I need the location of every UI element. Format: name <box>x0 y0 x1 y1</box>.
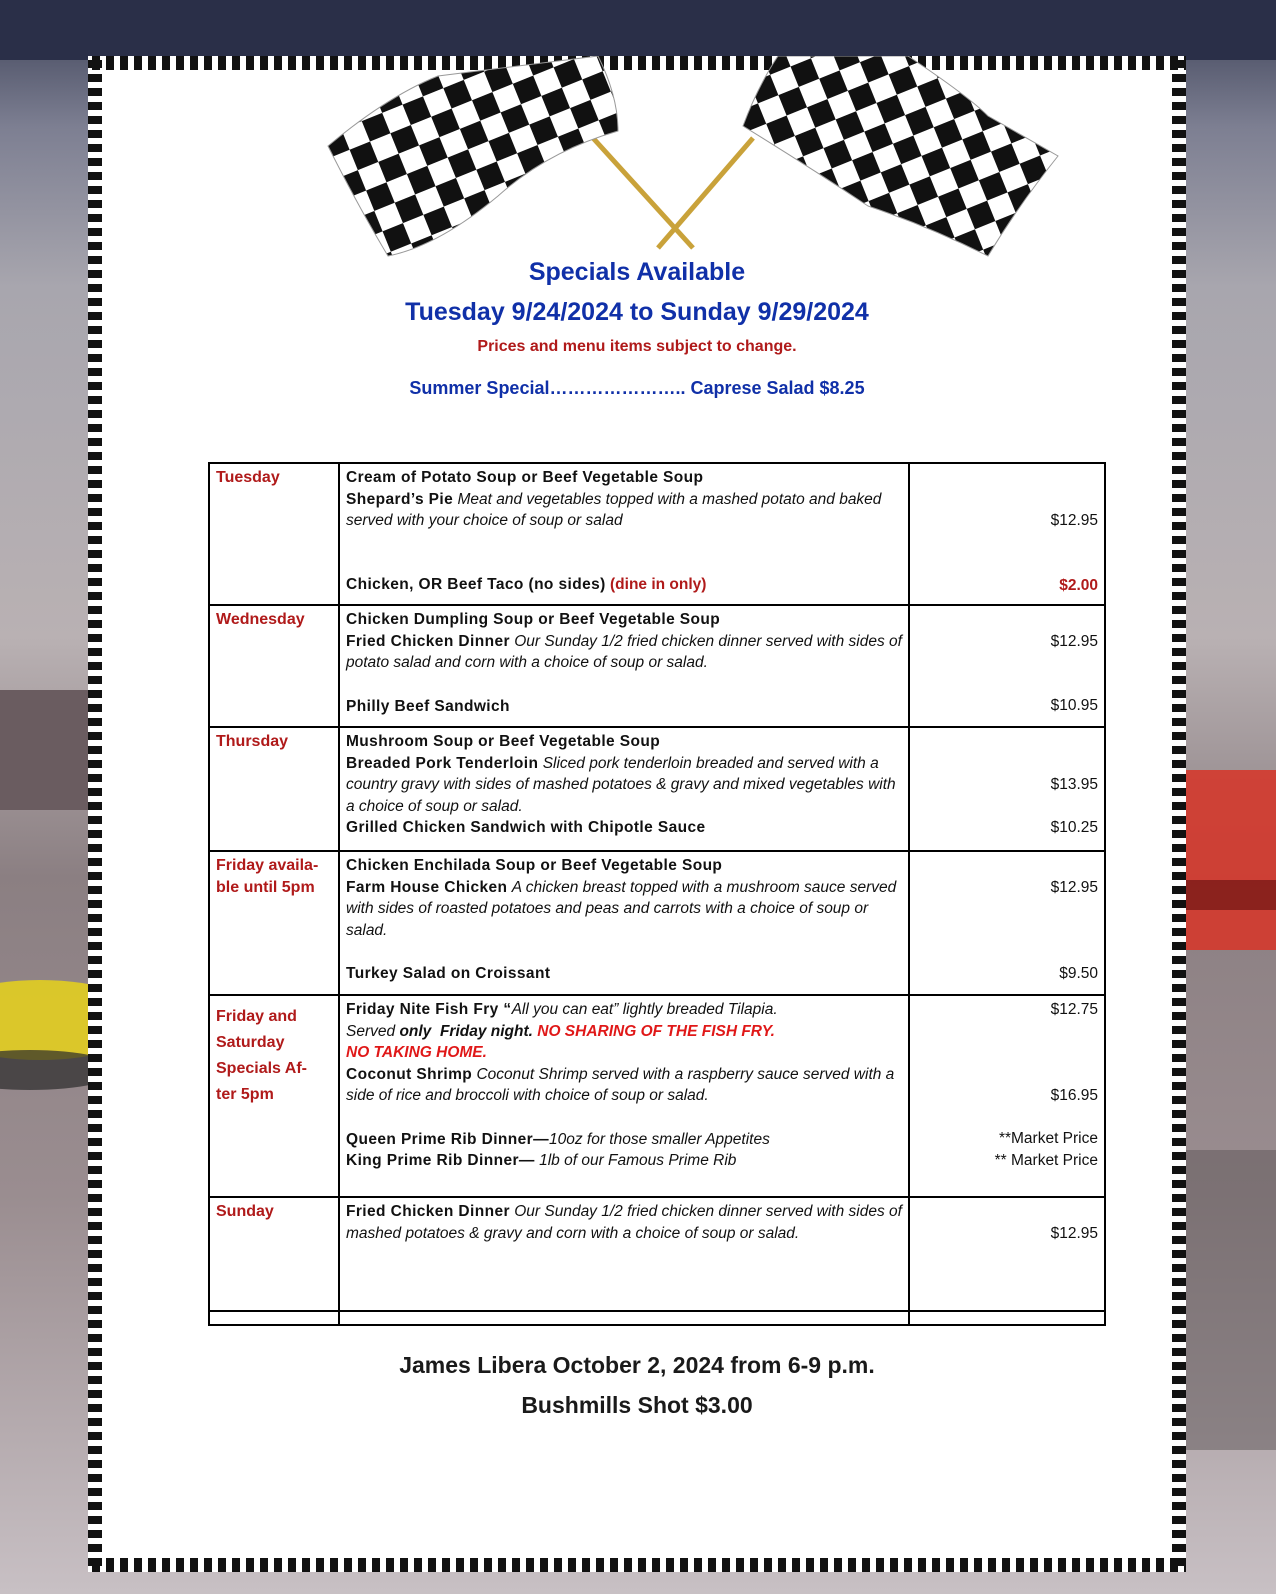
item-name: Turkey Salad on Croissant <box>346 965 551 982</box>
item-price: $10.95 <box>1050 697 1098 714</box>
day-label-line: Friday and <box>216 1008 297 1025</box>
item-price: ** Market Price <box>994 1151 1098 1169</box>
item-description: Coconut Shrimp served with a raspberry sauce served with a side of rice and broccoli with choice of soup or salad. <box>346 1065 895 1104</box>
day-label <box>209 851 339 995</box>
item-price: $10.25 <box>1050 819 1098 836</box>
day-label-line: ble until 5pm <box>216 878 315 896</box>
item-name: Coconut Shrimp <box>346 1065 473 1083</box>
warning-text: NO SHARING OF THE FISH FRY. <box>537 1022 775 1040</box>
empty-cell <box>339 1311 909 1325</box>
item-price: **Market Price <box>998 1130 1098 1147</box>
item-description: 10oz for those smaller Appetites <box>549 1130 770 1148</box>
item-name: Queen Prime Rib Dinner— <box>346 1130 549 1148</box>
table-row <box>209 605 1105 727</box>
price-cell <box>909 727 1105 851</box>
page-title: Specials Available <box>528 258 746 286</box>
items-cell <box>339 463 909 605</box>
item-name: Farm House Chicken <box>346 878 508 896</box>
soup-of-day: Chicken Enchilada Soup or Beef Vegetable Soup <box>346 857 723 874</box>
warning-text: NO TAKING HOME. <box>346 1044 487 1061</box>
price-cell <box>909 995 1105 1197</box>
item-description: A chicken breast topped with a mushroom sauce served with sides of roasted potatoes and peas and carrots with a choice of soup or salad. <box>346 878 897 939</box>
price-cell <box>909 851 1105 995</box>
item-description: All you can eat” lightly breaded Tilapia. <box>511 1001 778 1018</box>
soup-of-day: Chicken Dumpling Soup or Beef Vegetable Soup <box>346 611 721 628</box>
day-label: Tuesday <box>209 463 339 605</box>
price-cell <box>909 605 1105 727</box>
day-label-line: Specials Af- <box>216 1060 307 1077</box>
soup-of-day: Mushroom Soup or Beef Vegetable Soup <box>346 733 661 750</box>
item-price: $2.00 <box>1059 576 1098 594</box>
table-row <box>209 995 1105 1197</box>
item-price: $9.50 <box>1059 964 1098 982</box>
item-name: Grilled Chicken Sandwich with Chipotle Sauce <box>346 819 706 836</box>
item-price: $13.95 <box>1050 776 1098 793</box>
table-row <box>209 463 1105 605</box>
item-price: $12.75 <box>1050 1001 1098 1018</box>
table-row <box>209 1197 1105 1311</box>
item-description: 1lb of our Famous Prime Rib <box>539 1152 737 1169</box>
item-name: King Prime Rib Dinner— <box>346 1152 535 1169</box>
item-name: Fried Chicken Dinner <box>346 1203 510 1220</box>
date-range: Tuesday 9/24/2024 to Sunday 9/29/2024 <box>405 298 869 326</box>
item-name: Fried Chicken Dinner <box>346 632 510 650</box>
items-cell <box>339 727 909 851</box>
day-label: Sunday <box>209 1197 339 1311</box>
item-name: Shepard’s Pie <box>346 490 454 508</box>
items-cell <box>339 851 909 995</box>
table-row <box>209 1311 1105 1325</box>
day-label: Thursday <box>209 727 339 851</box>
item-description: Sliced pork tenderloin breaded and served with a country gravy with sides of mashed potatoes & gravy and mixed vegetables with a choice of soup or salad. <box>346 754 896 815</box>
item-description: Meat and vegetables topped with a mashed potato and baked served with your choice of soup or salad <box>346 490 882 529</box>
day-label <box>209 995 339 1197</box>
specials-table <box>208 462 1106 1326</box>
item-description: Friday night. <box>439 1022 533 1040</box>
item-price: $12.95 <box>1050 878 1098 896</box>
drink-special: Bushmills Shot $3.00 <box>521 1392 753 1418</box>
day-label: Wednesday <box>209 605 339 727</box>
item-name: Philly Beef Sandwich <box>346 697 510 715</box>
item-price: $12.95 <box>1050 512 1098 529</box>
price-cell <box>909 463 1105 605</box>
empty-cell <box>209 1311 339 1325</box>
day-label-line: Friday availa- <box>216 857 319 874</box>
summer-special: Summer Special………………….. Caprese Salad $8.25 <box>409 378 865 398</box>
item-description: only <box>399 1022 432 1040</box>
day-label-line: ter 5pm <box>216 1086 274 1103</box>
items-cell <box>339 1197 909 1311</box>
items-cell <box>339 995 909 1197</box>
price-notice: Prices and menu items subject to change. <box>477 338 797 355</box>
item-description: Our Sunday 1/2 fried chicken dinner served with sides of potato salad and corn with a choice of soup or salad. <box>346 632 902 671</box>
event-announcement: James Libera October 2, 2024 from 6-9 p.m. <box>399 1352 875 1378</box>
item-description: Our Sunday 1/2 fried chicken dinner served with sides of mashed potatoes & gravy and corn with a choice of soup or salad. <box>346 1203 902 1242</box>
item-name: Breaded Pork Tenderloin <box>346 754 539 772</box>
day-label-line: Saturday <box>216 1034 285 1051</box>
menu-sheet <box>88 56 1186 1572</box>
item-price: $12.95 <box>1050 1224 1098 1242</box>
item-price: $12.95 <box>1050 632 1098 650</box>
item-description: Served <box>346 1022 396 1040</box>
item-name: Friday Nite Fish Fry “ <box>346 1001 512 1018</box>
items-cell <box>339 605 909 727</box>
item-name: Chicken, OR Beef Taco (no sides) <box>346 575 606 593</box>
table-row <box>209 851 1105 995</box>
soup-of-day: Cream of Potato Soup or Beef Vegetable Soup <box>346 469 704 486</box>
item-price: $16.95 <box>1050 1087 1098 1104</box>
price-cell <box>909 1197 1105 1311</box>
table-row <box>209 727 1105 851</box>
dine-in-note: (dine in only) <box>610 575 707 593</box>
empty-cell <box>909 1311 1105 1325</box>
